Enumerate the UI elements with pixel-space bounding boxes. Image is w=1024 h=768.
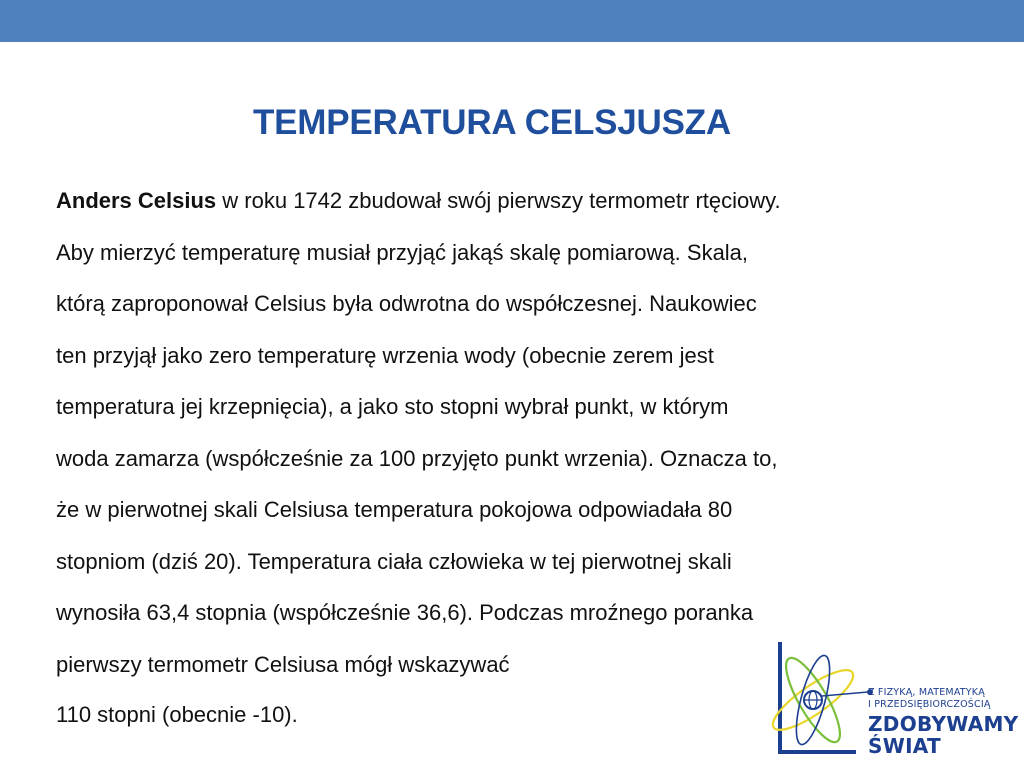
- body-line-4: ten przyjął jako zero temperaturę wrzenia wody (obecnie zerem jest: [56, 342, 714, 368]
- logo-bottom-bar: [778, 750, 856, 754]
- top-header-bar: [0, 0, 1024, 42]
- body-line-2: Aby mierzyć temperaturę musiał przyjąć jakąś skalę pomiarową. Skala,: [56, 239, 749, 265]
- logo-left-bar: [778, 642, 782, 754]
- body-line-7: że w pierwotnej skali Celsiusa temperatura pokojowa odpowiadała 80: [56, 497, 733, 522]
- logo-connector-line: [822, 692, 868, 696]
- body-line-3: którą zaproponował Celsius była odwrotna do współczesnej. Naukowiec: [56, 291, 757, 316]
- logo-tagline-2: I PRZEDSIĘBIORCZOŚCIĄ: [868, 699, 991, 710]
- logo-tagline-1: Z FIZYKĄ, MATEMATYKĄ: [868, 687, 985, 698]
- body-line-10: pierwszy termometr Celsiusa mógł wskazywać: [56, 651, 510, 677]
- body-line-1-rest: w roku 1742 zbudował swój pierwszy termometr rtęciowy.: [216, 188, 781, 213]
- body-line-11: 110 stopni (obecnie -10).: [56, 702, 298, 727]
- logo-title-1: ZDOBYWAMY: [868, 712, 1019, 736]
- body-line-1: [56, 175, 1006, 227]
- logo-title-2: ŚWIAT: [868, 734, 941, 758]
- slide-title: TEMPERATURA CELSJUSZA: [252, 103, 732, 142]
- body-line-6: woda zamarza (współcześnie za 100 przyjęto punkt wrzenia). Oznacza to,: [56, 445, 778, 471]
- body-line-9: wynosiła 63,4 stopnia (współcześnie 36,6). Podczas mroźnego poranka: [56, 600, 754, 625]
- author-name: Anders Celsius: [56, 188, 217, 213]
- body-line-8: stopniom (dziś 20). Temperatura ciała człowieka w tej pierwotnej skali: [56, 548, 732, 574]
- body-line-5: temperatura jej krzepnięcia), a jako sto stopni wybrał punkt, w którym: [56, 394, 729, 419]
